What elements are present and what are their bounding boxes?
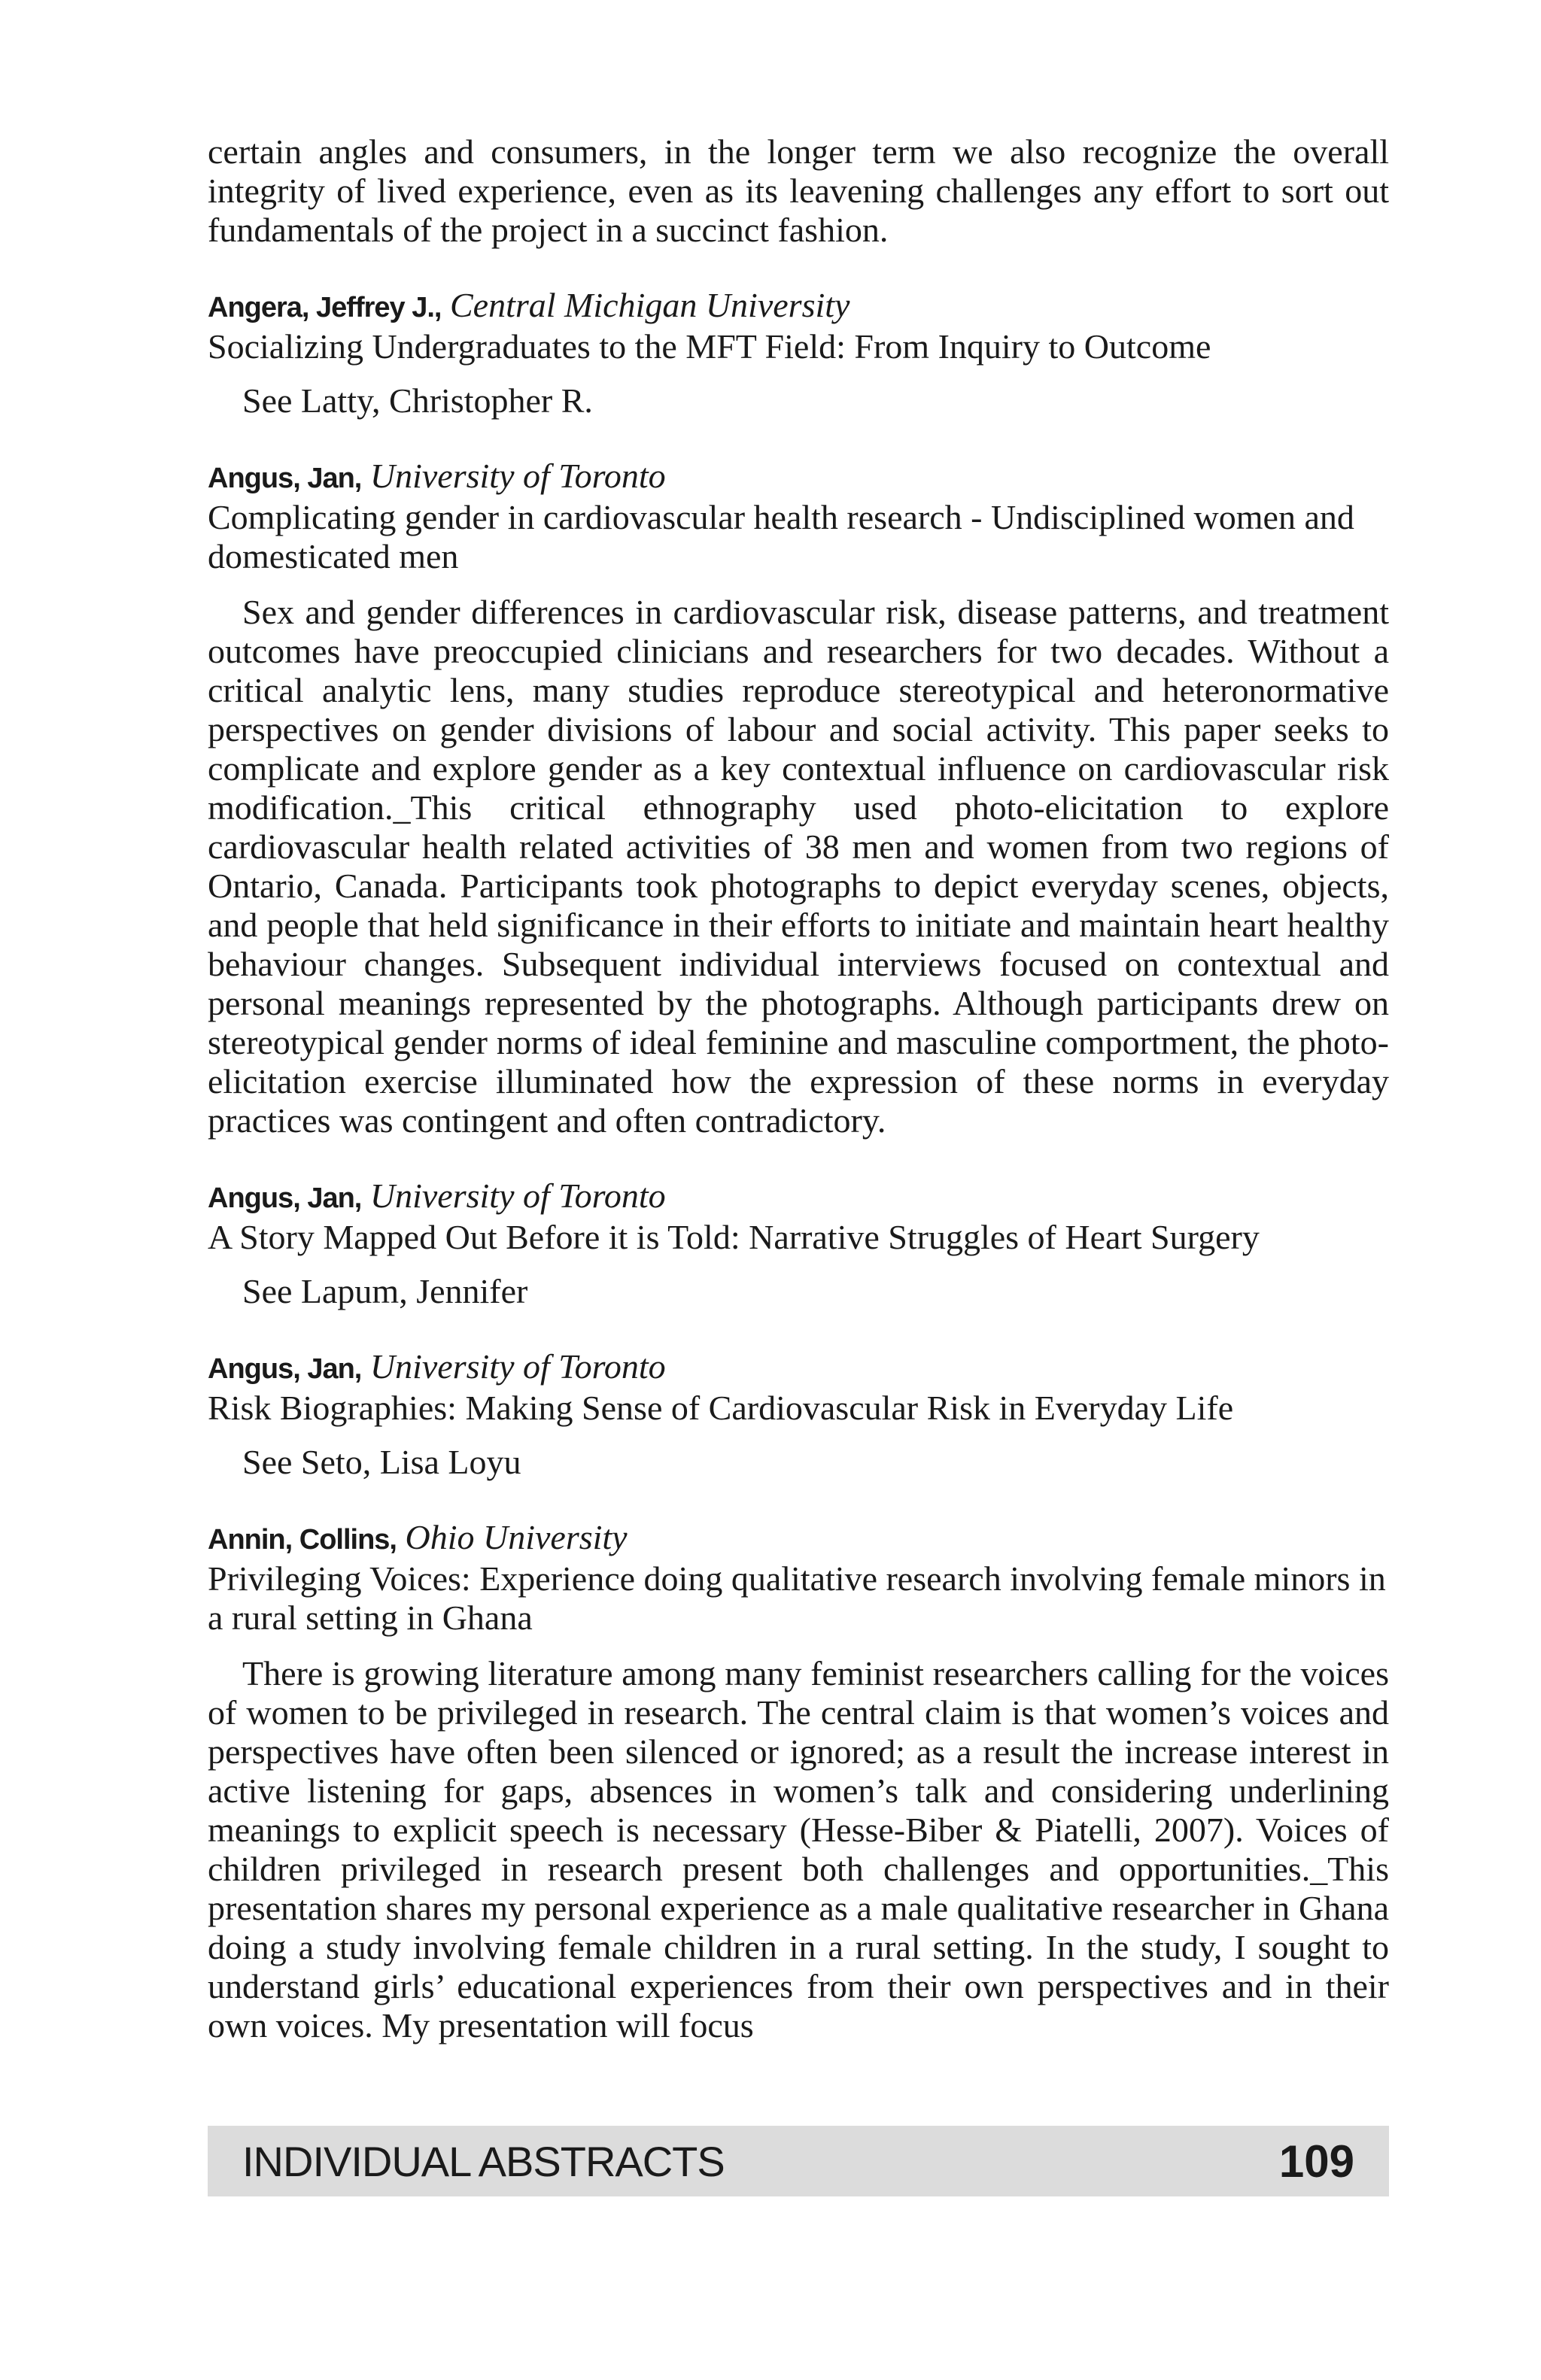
entry-heading: [208, 1347, 1389, 1389]
author-affiliation: Central Michigan University: [449, 286, 850, 324]
page-footer: [208, 2126, 1389, 2196]
abstract-entry: [208, 1176, 1389, 1311]
abstract-entry: [208, 1518, 1389, 2045]
abstract-entry: [208, 457, 1389, 1140]
see-reference: See Lapum, Jennifer: [242, 1272, 528, 1310]
abstract-text: Sex and gender differences in cardiovascular risk, disease patterns, and treatment outcomes have preoccupied clinicians and researchers for two decades. Without a critical analytic lens, many studies reproduce stereotypical and heteronormative perspectives on gender divisions of labour and social activity. This paper seeks to complicate and explore gender as a key contextual influence on cardiovascular risk modification._This critical ethnography used photo-elicitation to explore cardiovascular health related activities of 38 men and women from two regions of Ontario, Canada. Participants took photographs to depict everyday scenes, objects, and people that held significance in their efforts to initiate and maintain heart healthy behaviour changes. Subsequent individual interviews focused on contextual and personal meanings represented by the photographs. Although participants drew on stereotypical gender norms of ideal feminine and masculine comportment, the photo-elicitation exercise illuminated how the expression of these norms in everyday practices was contingent and often contradictory.: [208, 593, 1389, 1140]
abstract-text: There is growing literature among many feminist researchers calling for the voices of women to be privileged in research. The central claim is that women’s voices and perspectives have often been silenced or ignored; as a result the increase interest in active listening for gaps, absences in women’s talk and considering underlining meanings to explicit speech is necessary (Hesse-Biber & Piatelli, 2007). Voices of children privileged in research present both challenges and opportunities._This presentation shares my personal experience as a male qualitative researcher in Ghana doing a study involving female children in a rural setting. In the study, I sought to understand girls’ educational experiences from their own perspectives and in their own voices. My presentation will focus: [208, 1654, 1389, 2045]
author-name: Angus, Jan,: [208, 463, 362, 494]
abstract-entry: [208, 1347, 1389, 1482]
entry-title: Complicating gender in cardiovascular health research - Undisciplined women and domesticated men: [208, 498, 1354, 575]
entry-heading: [208, 286, 1389, 327]
entry-heading: [208, 457, 1389, 498]
author-affiliation: Ohio University: [405, 1518, 628, 1556]
author-name: Annin, Collins,: [208, 1524, 397, 1556]
section-label: INDIVIDUAL ABSTRACTS: [242, 2137, 725, 2185]
author-name: Angera, Jeffrey J.,: [208, 292, 442, 323]
entry-title: A Story Mapped Out Before it is Told: Narrative Struggles of Heart Surgery: [208, 1218, 1260, 1256]
author-affiliation: University of Toronto: [369, 1176, 666, 1215]
page-number: 109: [1278, 2136, 1354, 2187]
author-affiliation: University of Toronto: [369, 1347, 666, 1386]
author-name: Angus, Jan,: [208, 1182, 362, 1214]
entry-title: Privileging Voices: Experience doing qualitative research involving female minors in a rural setting in Ghana: [208, 1559, 1386, 1637]
abstract-entry: [208, 286, 1389, 420]
author-affiliation: University of Toronto: [369, 457, 666, 495]
entry-title: Risk Biographies: Making Sense of Cardiovascular Risk in Everyday Life: [208, 1389, 1234, 1427]
author-name: Angus, Jan,: [208, 1353, 362, 1385]
entry-heading: [208, 1176, 1389, 1218]
see-reference: See Seto, Lisa Loyu: [242, 1443, 521, 1481]
intro-paragraph: certain angles and consumers, in the longer term we also recognize the overall integrity of lived experience, even as its leavening challenges any effort to sort out fundamentals of the project in a succinct fashion.: [208, 132, 1389, 249]
see-reference: See Latty, Christopher R.: [242, 381, 593, 420]
entry-title: Socializing Undergraduates to the MFT Field: From Inquiry to Outcome: [208, 327, 1211, 366]
entry-heading: [208, 1518, 1389, 1559]
abstracts-body: [208, 132, 1389, 2045]
